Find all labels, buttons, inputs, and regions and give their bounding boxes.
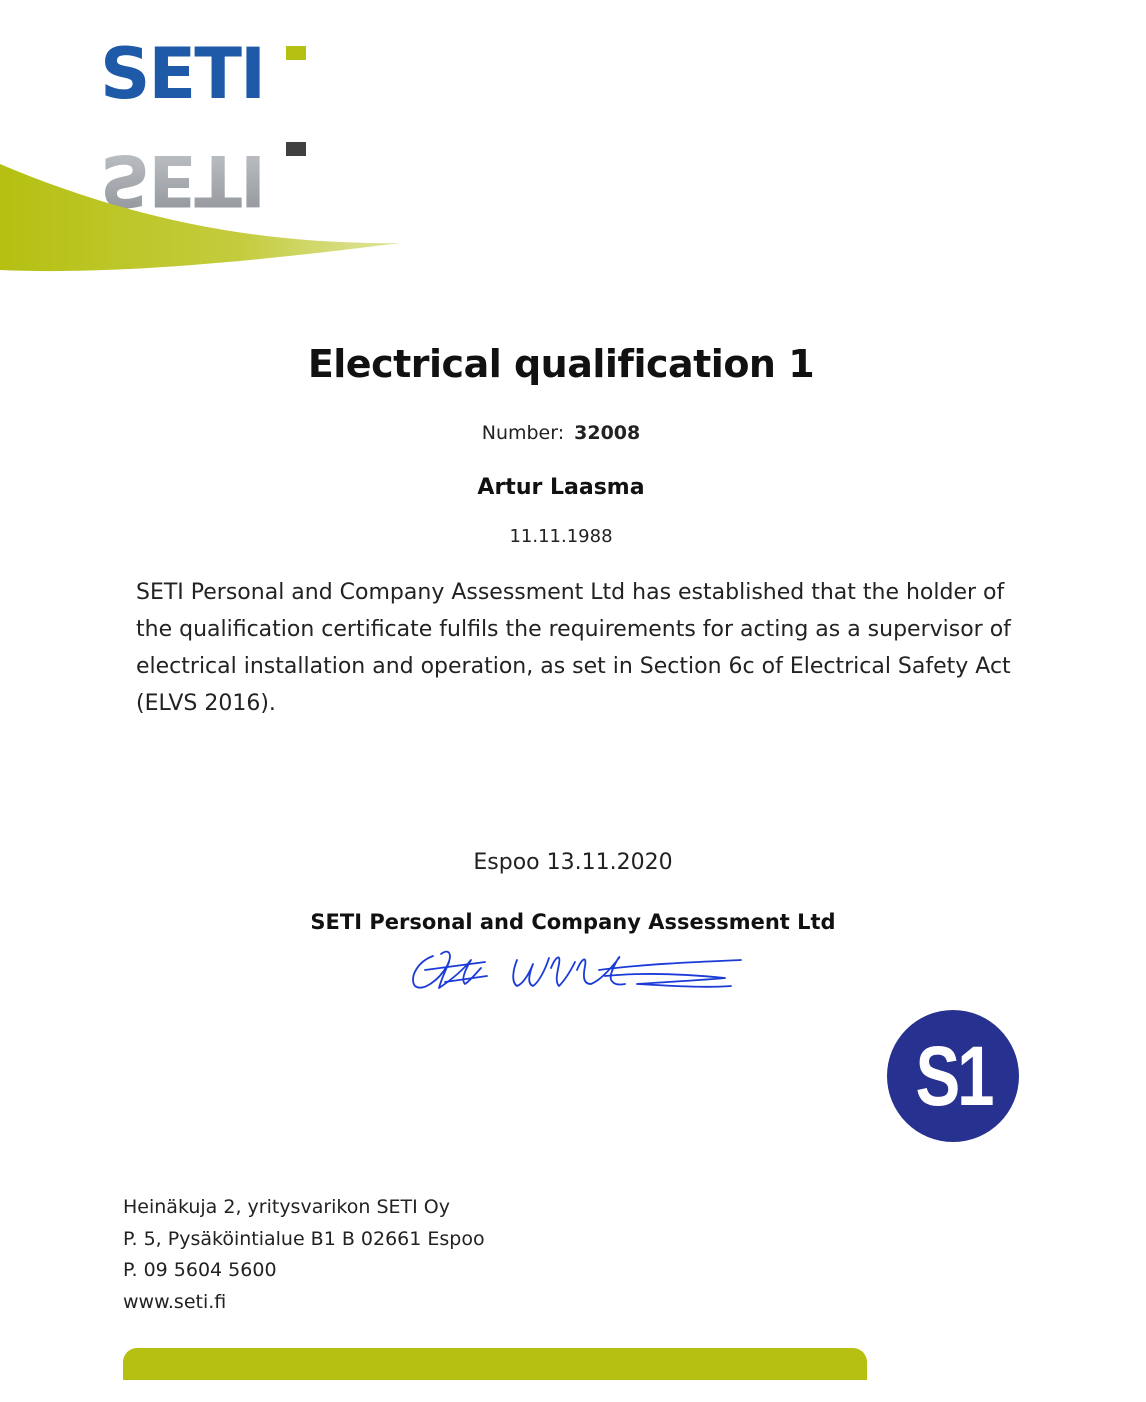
logo-i-dot — [286, 46, 306, 60]
place-and-date: Espoo 13.11.2020 — [473, 850, 673, 875]
logo-swoosh — [0, 160, 410, 275]
logo-reflection-text: SETI — [100, 139, 265, 221]
signature — [405, 940, 750, 1000]
certificate-number-row — [0, 422, 1122, 444]
footer-bar — [123, 1348, 867, 1380]
address-line-1: Heinäkuja 2, yritysvarikon SETI Oy — [123, 1196, 450, 1218]
address-line-2: P. 5, Pysäköintialue B1 B 02661 Espoo — [123, 1227, 485, 1250]
phone-number: P. 09 5604 5600 — [123, 1259, 277, 1281]
seti-logo — [100, 33, 320, 221]
logo-reflection-dot — [286, 142, 306, 156]
logo-text: SETI — [100, 33, 265, 115]
issuer-name: SETI Personal and Company Assessment Ltd — [310, 910, 836, 934]
qualification-statement: SETI Personal and Company Assessment Ltd has established that the holder of the qualification certificate fulfils the requirements for acting as a supervisor of electrical installation and operation, as set in Section 6c of Electrical Safety Act (ELVS 2016). — [136, 580, 1011, 716]
contact-address — [123, 1192, 485, 1318]
date-of-birth: 11.11.1988 — [509, 526, 613, 547]
certificate-title: Electrical qualification 1 — [307, 342, 815, 386]
badge-label: S1 — [915, 1028, 991, 1123]
number-label: Number: — [481, 422, 565, 444]
website-link: www.seti.fi — [123, 1290, 227, 1313]
holder-name: Artur Laasma — [477, 475, 645, 500]
number-value: 32008 — [574, 422, 641, 444]
s1-badge — [887, 1010, 1019, 1142]
